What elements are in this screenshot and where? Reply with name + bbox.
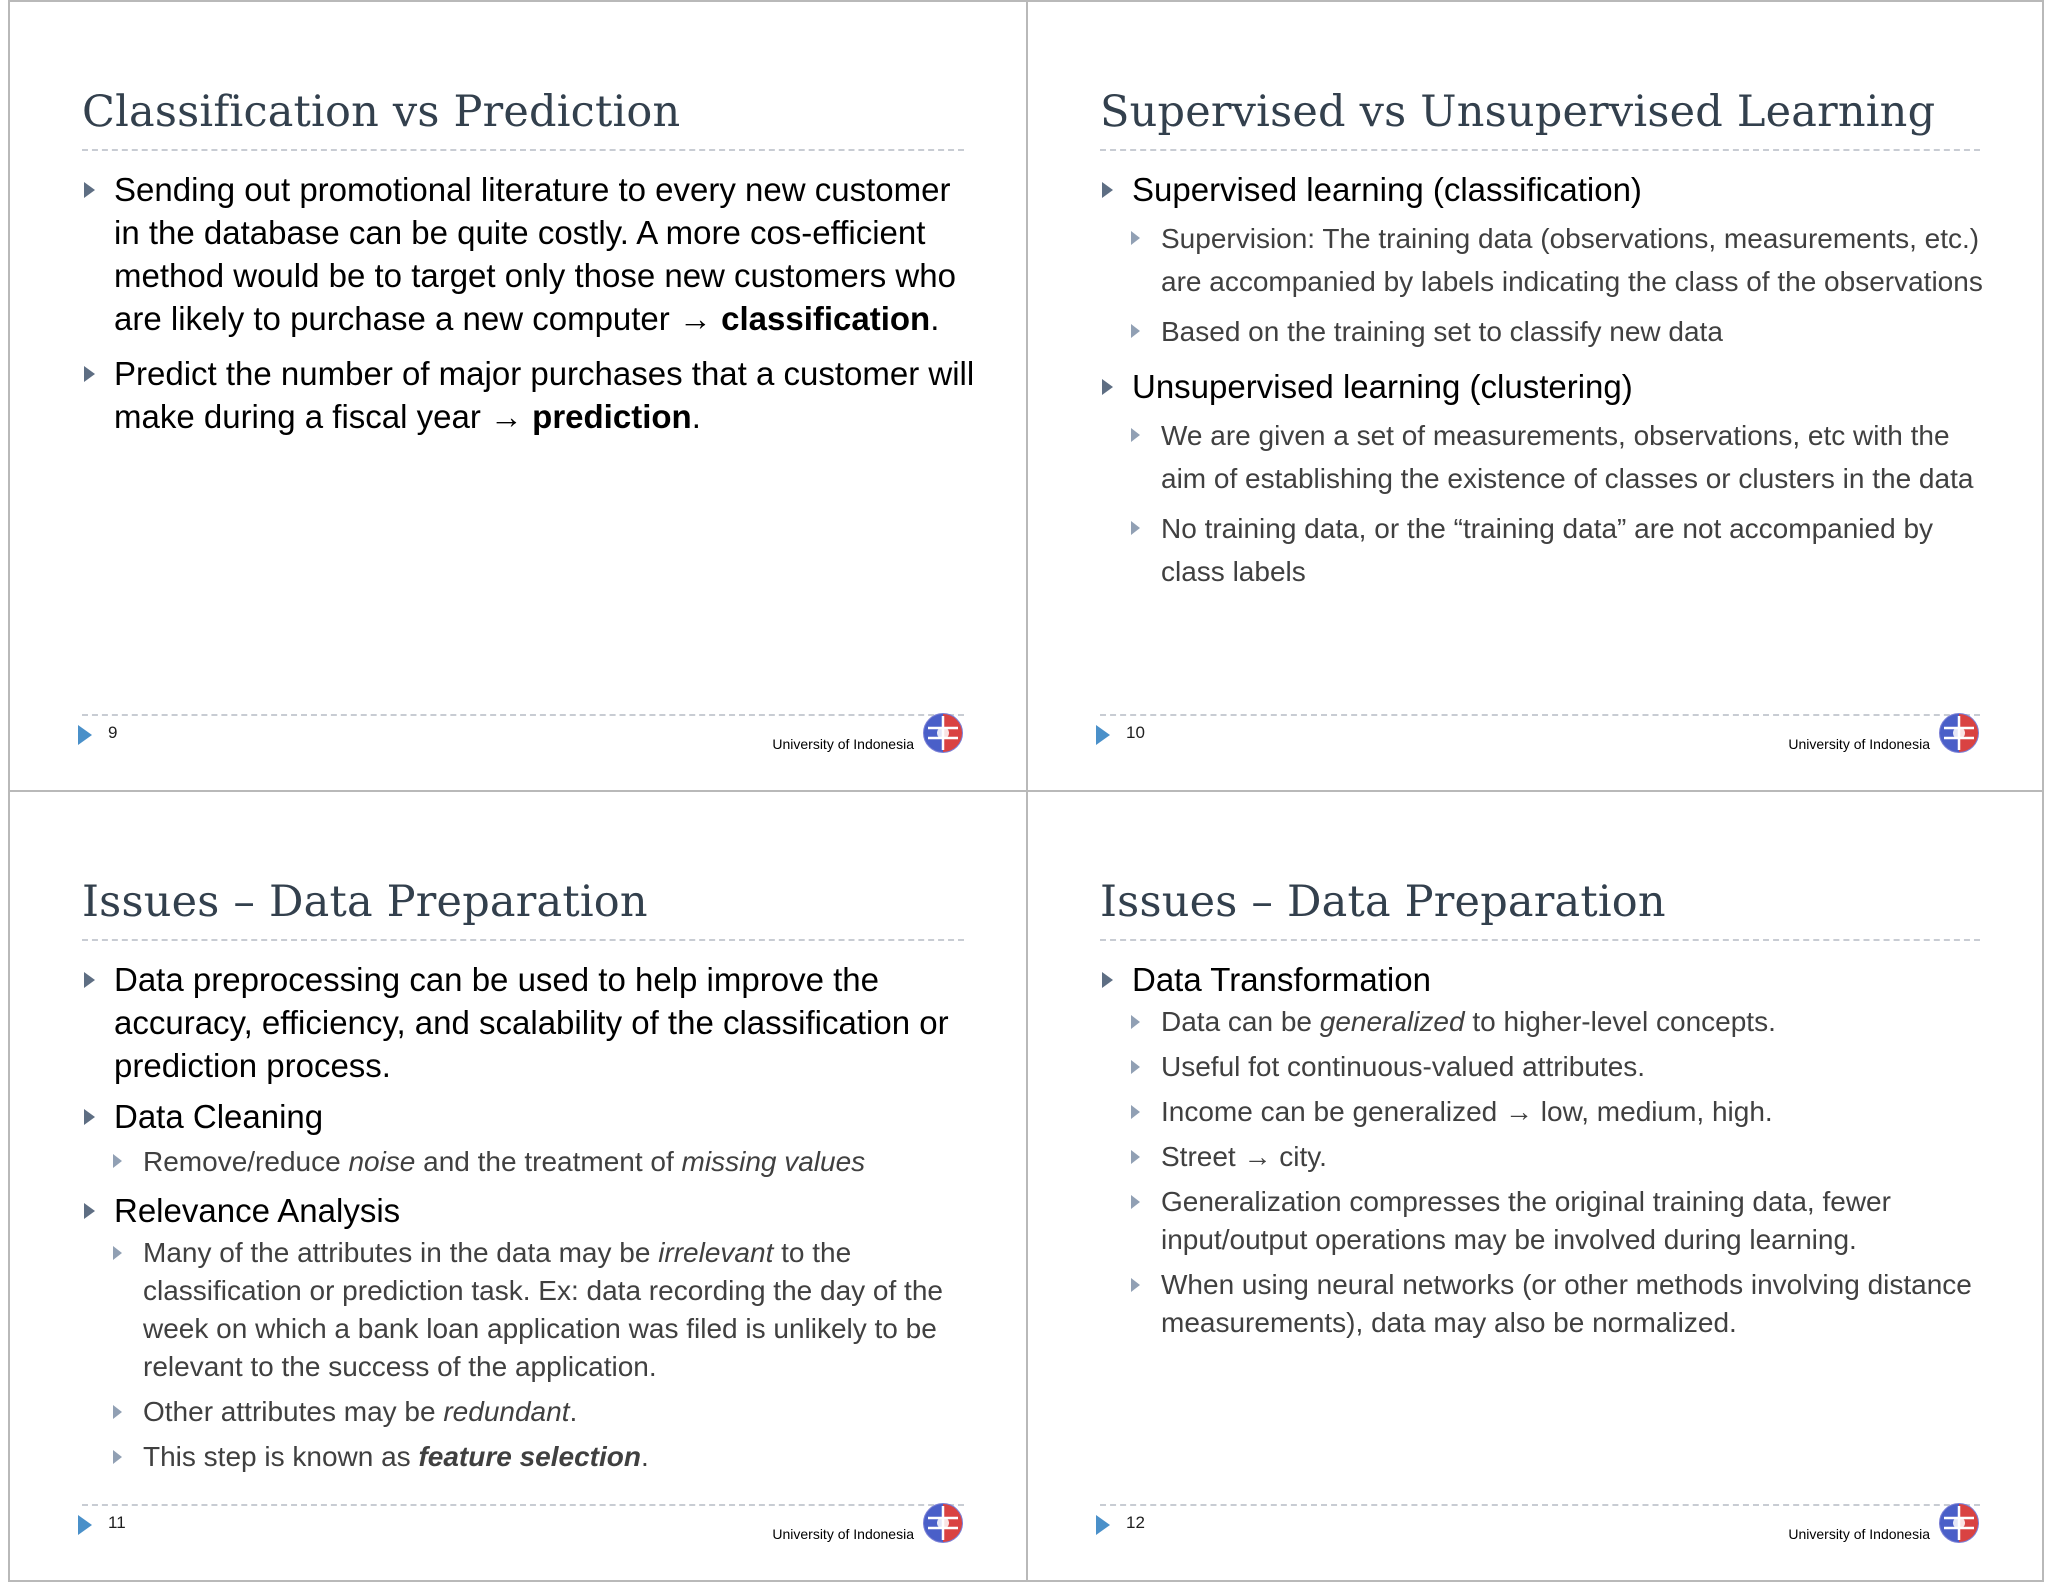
footer-arrow-icon <box>78 725 92 745</box>
bullet-emphasis: redundant <box>443 1396 570 1427</box>
slide-content <box>1100 168 1994 600</box>
title-divider <box>82 149 964 151</box>
university-logo-icon <box>1936 712 1982 754</box>
bullet-emphasis: noise <box>348 1146 416 1177</box>
sub-bullet-arrow-icon <box>1131 1195 1140 1209</box>
bullet-text: . <box>691 398 701 435</box>
sub-bullet-item <box>1129 1093 1994 1131</box>
university-logo-icon <box>920 712 966 754</box>
page-number: 12 <box>1126 1513 1145 1532</box>
title-divider <box>1100 149 1980 151</box>
bullet-emphasis: feature selection <box>418 1441 641 1472</box>
slide-content <box>82 958 978 1483</box>
bullet-item <box>82 168 978 340</box>
bullet-arrow-icon <box>1102 182 1113 198</box>
university-logo-icon <box>920 1502 966 1544</box>
bullet-arrow-icon <box>84 366 95 382</box>
sub-bullet-arrow-icon <box>1131 428 1140 442</box>
sub-bullet-item <box>1129 1048 1994 1086</box>
sub-bullet-arrow-icon <box>1131 1060 1140 1074</box>
sub-bullet-arrow-icon <box>113 1450 122 1464</box>
page-number: 11 <box>108 1513 126 1532</box>
bullet-text: Income can be generalized → low, medium, high. <box>1161 1096 1773 1127</box>
sub-bullet-item <box>111 1393 978 1431</box>
bullet-text: Street → city. <box>1161 1141 1327 1172</box>
slide-title: Issues – Data Preparation <box>82 877 648 927</box>
bullet-text: Remove/reduce <box>143 1146 349 1177</box>
footer-organization: University of Indonesia <box>772 1526 914 1542</box>
bullet-arrow-icon <box>84 1109 95 1125</box>
bullet-text: Many of the attributes in the data may be <box>143 1237 659 1268</box>
sub-bullet-arrow-icon <box>1131 324 1140 338</box>
footer-divider <box>82 714 964 716</box>
slide-title: Classification vs Prediction <box>82 87 681 137</box>
bullet-arrow-icon <box>1102 972 1113 988</box>
bullet-text: Generalization compresses the original training data, fewer input/output operations may be involved during learning. <box>1161 1186 1891 1255</box>
bullet-text: When using neural networks (or other methods involving distance measurements), data may also be normalized. <box>1161 1269 1972 1338</box>
bullet-emphasis: generalized <box>1319 1006 1465 1037</box>
sub-bullet-arrow-icon <box>1131 1278 1140 1292</box>
bullet-text: No training data, or the “training data” are not accompanied by class labels <box>1161 513 1934 587</box>
sub-bullet-arrow-icon <box>113 1154 122 1168</box>
bullet-text: Relevance Analysis <box>114 1192 401 1229</box>
bullet-text: Supervised learning (classification) <box>1132 171 1642 208</box>
bullet-arrow-icon <box>84 972 95 988</box>
bullet-text: to the classification or prediction task. Ex: data recording the day of the week on which a bank loan application was filed is unlikely to be relevant to the success of the application. <box>143 1237 943 1382</box>
bullet-strong: classification <box>721 300 931 337</box>
bullet-text: . <box>930 300 940 337</box>
footer-arrow-icon <box>1096 725 1110 745</box>
bullet-item <box>82 1095 978 1138</box>
slide-9 <box>8 0 1028 792</box>
bullet-text: Data can be <box>1161 1006 1320 1037</box>
bullet-text: Based on the training set to classify new data <box>1161 316 1723 347</box>
footer-arrow-icon <box>78 1515 92 1535</box>
bullet-item <box>82 1189 978 1232</box>
footer-divider <box>1100 1504 1980 1506</box>
footer-organization: University of Indonesia <box>1788 736 1930 752</box>
bullet-text: Data preprocessing can be used to help improve the accuracy, efficiency, and scalability of the classification or prediction process. <box>114 961 949 1084</box>
bullet-item <box>82 352 978 438</box>
slide-12 <box>1026 790 2044 1582</box>
university-logo-icon <box>1936 1502 1982 1544</box>
bullet-arrow-icon <box>84 182 95 198</box>
bullet-heading <box>1100 365 1994 408</box>
bullet-arrow-icon <box>84 1203 95 1219</box>
bullet-text: Unsupervised learning (clustering) <box>1132 368 1633 405</box>
footer-divider <box>82 1504 964 1506</box>
bullet-text: Data Cleaning <box>114 1098 324 1135</box>
sub-bullet-arrow-icon <box>113 1405 122 1419</box>
sub-bullet-item <box>1129 1266 1994 1342</box>
sub-bullet-item <box>111 1234 978 1386</box>
bullet-emphasis: irrelevant <box>658 1237 774 1268</box>
bullet-text: and the treatment of <box>415 1146 682 1177</box>
sub-bullet-item <box>111 1438 978 1476</box>
sub-bullet-arrow-icon <box>1131 1015 1140 1029</box>
title-divider <box>82 939 964 941</box>
sub-bullet-item <box>1129 1183 1994 1259</box>
bullet-text: . <box>569 1396 578 1427</box>
sub-bullet-item <box>1129 217 1994 303</box>
sub-bullet-arrow-icon <box>113 1246 122 1260</box>
sub-bullet-item <box>1129 507 1994 593</box>
title-divider <box>1100 939 1980 941</box>
sub-bullet-item <box>111 1140 978 1183</box>
slide-title: Issues – Data Preparation <box>1100 877 1666 927</box>
bullet-text: . <box>640 1441 649 1472</box>
footer-organization: University of Indonesia <box>772 736 914 752</box>
bullet-text: Data Transformation <box>1132 961 1431 998</box>
bullet-text: Predict the number of major purchases that a customer will make during a fiscal year → <box>114 355 975 435</box>
page-number: 10 <box>1126 723 1145 742</box>
footer-arrow-icon <box>1096 1515 1110 1535</box>
sub-bullet-item <box>1129 1138 1994 1176</box>
footer-organization: University of Indonesia <box>1788 1526 1930 1542</box>
bullet-text: Other attributes may be <box>143 1396 444 1427</box>
bullet-emphasis: missing values <box>681 1146 866 1177</box>
slide-title: Supervised vs Unsupervised Learning <box>1100 87 1936 137</box>
bullet-heading <box>1100 168 1994 211</box>
bullet-item <box>1100 958 1994 1001</box>
slide-10 <box>1026 0 2044 792</box>
slide-content <box>82 168 978 450</box>
sub-bullet-item <box>1129 414 1994 500</box>
bullet-text: to higher-level concepts. <box>1464 1006 1776 1037</box>
bullet-text: Supervision: The training data (observations, measurements, etc.) are accompanied by labels indicating the class of the observations <box>1161 223 1983 297</box>
sub-bullet-item <box>1129 1003 1994 1041</box>
sub-bullet-arrow-icon <box>1131 231 1140 245</box>
bullet-item <box>82 958 978 1087</box>
bullet-text: Useful fot continuous-valued attributes. <box>1161 1051 1646 1082</box>
sub-bullet-arrow-icon <box>1131 521 1140 535</box>
bullet-text: This step is known as <box>143 1441 419 1472</box>
bullet-text: We are given a set of measurements, observations, etc with the aim of establishing the existence of classes or clusters in the data <box>1161 420 1974 494</box>
sub-bullet-item <box>1129 310 1994 353</box>
bullet-text: Sending out promotional literature to every new customer in the database can be quite costly. A more cos-efficient method would be to target only those new customers who are likely to purchase a new computer → <box>114 171 956 337</box>
sub-bullet-arrow-icon <box>1131 1105 1140 1119</box>
bullet-strong: prediction <box>532 398 692 435</box>
bullet-arrow-icon <box>1102 379 1113 395</box>
footer-divider <box>1100 714 1980 716</box>
slide-11 <box>8 790 1028 1582</box>
page-number: 9 <box>108 723 118 742</box>
slide-content <box>1100 958 1994 1349</box>
sub-bullet-arrow-icon <box>1131 1150 1140 1164</box>
